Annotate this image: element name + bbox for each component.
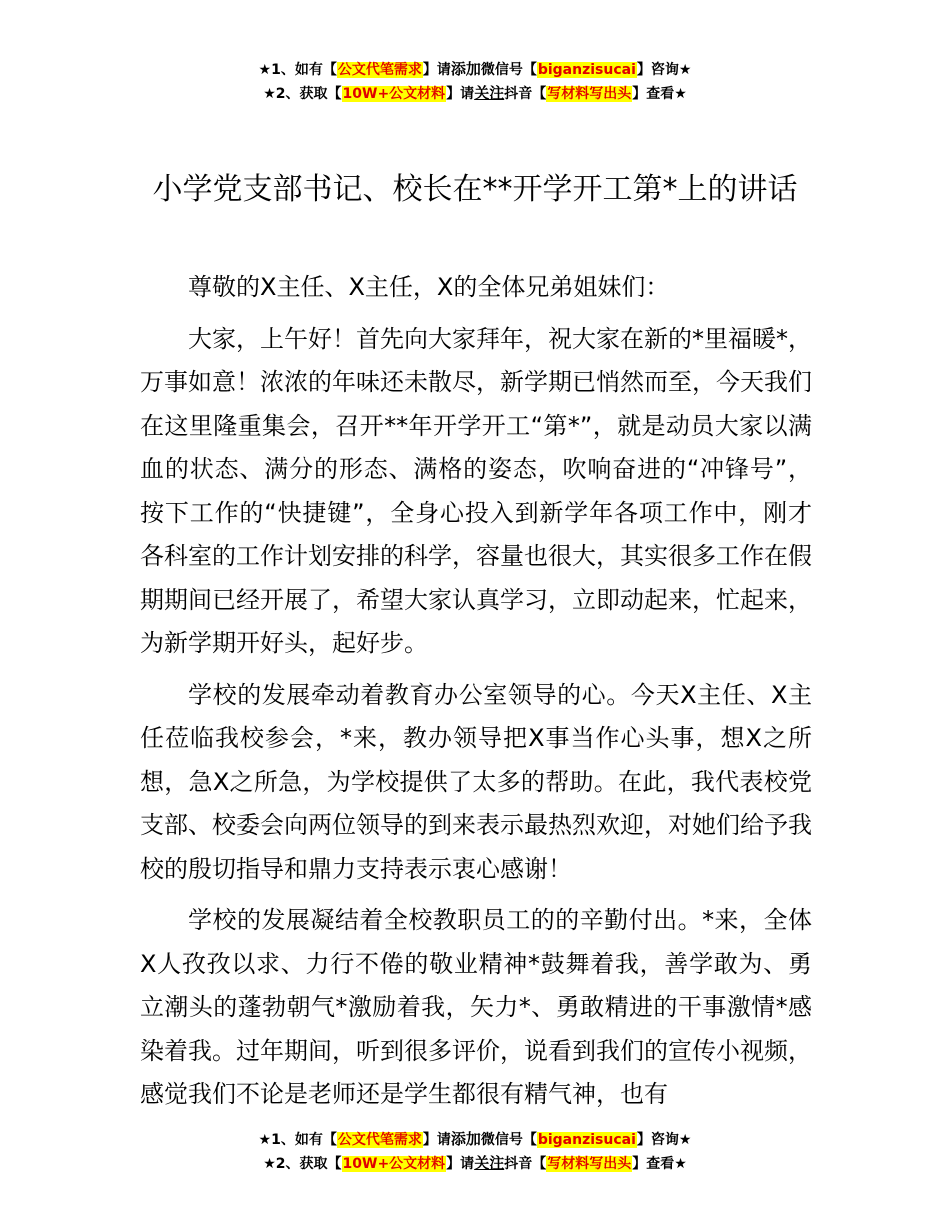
header-banner: [0, 58, 950, 106]
banner-line-2: ★2、获取【10W+公文材料】请关注抖音【写材料写出头】查看★: [263, 84, 687, 102]
footer-banner: [0, 1128, 950, 1176]
banner-highlight: 公文代笔需求: [337, 62, 422, 78]
banner-highlight: 10W+公文材料: [342, 86, 446, 102]
banner-line-1: ★1、如有【公文代笔需求】请添加微信号【biganzisucai】咨询★: [258, 1130, 692, 1148]
paragraph: 大家，上午好！首先向大家拜年，祝大家在新的*里福暖*，万事如意！浓浓的年味还未散尽，新学期已悄然而至，今天我们在这里隆重集会，召开**年开学开工“第*”，就是动员大家以满血的状态、满分的形态、满格的姿态，吹响奋进的“冲锋号”，按下工作的“快捷键”，全身心投入到新学年各项工作中，刚才各科室的工作计划安排的科学，容量也很大，其实很多工作在假期期间已经开展了，希望大家认真学习，立即动起来，忙起来，为新学期开好头，起好步。: [140, 324, 812, 657]
banner-highlight: 公文代笔需求: [337, 1132, 422, 1148]
banner-highlight: biganzisucai: [537, 62, 636, 78]
banner-line-1: ★1、如有【公文代笔需求】请添加微信号【biganzisucai】咨询★: [258, 60, 692, 78]
document-title: 小学党支部书记、校长在**开学开工第*上的讲话: [152, 172, 798, 207]
banner-line-2: ★2、获取【10W+公文材料】请关注抖音【写材料写出头】查看★: [263, 1154, 687, 1172]
paragraph: 学校的发展凝结着全校教职员工的的辛勤付出。*来，全体X人孜孜以求、力行不倦的敬业精神*鼓舞着我，善学敢为、勇立潮头的蓬勃朝气*激励着我，矢力*、勇敢精进的干事激情*感染着我。过年期间，听到很多评价，说看到我们的宣传小视频，感觉我们不论是老师还是学生都很有精气神，也有: [140, 906, 812, 1108]
document-body: [140, 266, 812, 1125]
banner-highlight: 写材料写出头: [547, 1156, 632, 1172]
paragraph: 尊敬的X主任、X主任，X的全体兄弟姐妹们：: [188, 273, 670, 301]
banner-highlight: 写材料写出头: [547, 86, 632, 102]
banner-highlight: 10W+公文材料: [342, 1156, 446, 1172]
banner-highlight: biganzisucai: [537, 1132, 636, 1148]
paragraph: 学校的发展牵动着教育办公室领导的心。今天X主任、X主任莅临我校参会，*来，教办领导把X事当作心头事，想X之所想，急X之所急，为学校提供了太多的帮助。在此，我代表校党支部、校委会向两位领导的到来表示最热烈欢迎，对她们给予我校的殷切指导和鼎力支持表示衷心感谢！: [140, 680, 812, 883]
